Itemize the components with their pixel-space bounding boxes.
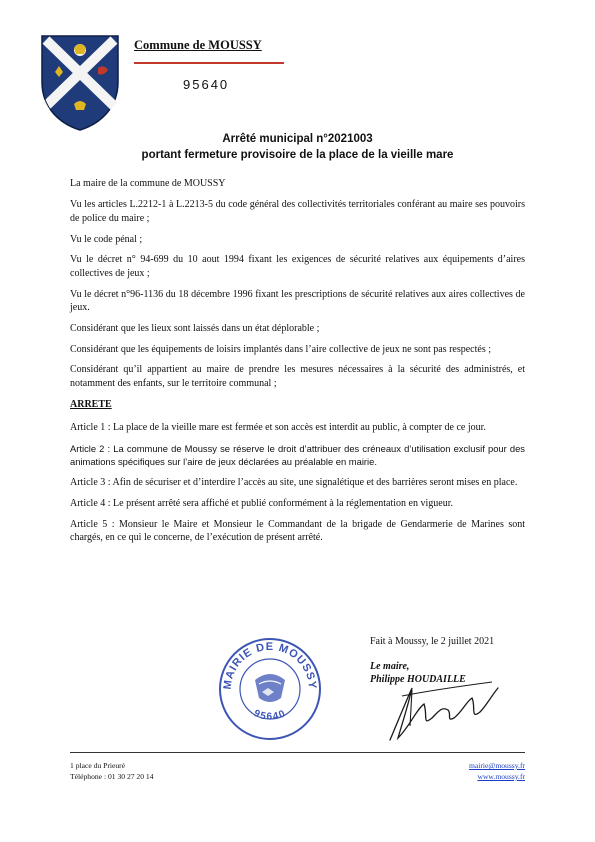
intro-line: La maire de la commune de MOUSSY xyxy=(70,178,226,189)
commune-crest-logo xyxy=(38,30,122,134)
arrete-title-line1: Arrêté municipal n°2021003 xyxy=(222,133,373,145)
arrete-body xyxy=(70,177,525,552)
mairie-stamp xyxy=(217,636,323,742)
visa-item: Vu le décret n°96-1136 du 18 décembre 1996 fixant les prescriptions de sécurité relatives aux aires collectives de jeux. xyxy=(70,288,525,314)
visa-item: Considérant que les lieux sont laissés dans un état déplorable ; xyxy=(70,322,320,334)
footer-website-link[interactable]: www.moussy.fr xyxy=(477,772,525,781)
footer-address: 1 place du Prieuré xyxy=(70,761,126,770)
place-date: Fait à Moussy, le 2 juillet 2021 xyxy=(370,636,495,647)
signatory-role: Le maire, xyxy=(370,661,410,672)
article-item: Article 5 : Monsieur le Maire et Monsieur le Commandant de la brigade de Gendarmerie de Marines sont chargés, en ce qui le concerne, de l’exécution de présent arrêté. xyxy=(70,518,525,544)
footer-divider xyxy=(70,752,525,753)
article-item: Article 4 : Le présent arrêté sera affiché et publié conformément à la réglementation en vigueur. xyxy=(70,497,453,509)
article-item: Article 3 : Afin de sécuriser et d’interdire l’accès au site, une signalétique et des barrières seront mises en place. xyxy=(70,477,518,489)
svg-text:95640 xyxy=(252,708,288,723)
commune-title: Commune de MOUSSY xyxy=(134,38,262,52)
visa-item: Vu le décret n° 94-699 du 10 aout 1994 fixant les exigences de sécurité relatives aux équipements d’aires collectives de jeux ; xyxy=(70,254,525,279)
footer-links xyxy=(469,760,525,782)
visa-item: Considérant qu’il appartient au maire de prendre les mesures nécessaires à la sécurité des administrés, et notamment des enfants, sur le territoire communal ; xyxy=(70,364,525,389)
stamp-text: MAIRIE DE MOUSSY xyxy=(221,640,319,691)
arrete-heading: ARRETE xyxy=(70,398,112,410)
footer-email-link[interactable]: mairie@moussy.fr xyxy=(468,761,525,770)
arrete-title-line2: portant fermeture provisoire de la place de la vieille mare xyxy=(141,149,454,161)
footer-contact xyxy=(70,760,154,782)
arrete-title xyxy=(70,131,525,163)
mayor-signature xyxy=(372,676,502,746)
visa-item: Vu les articles L.2212-1 à L.2213-5 du code général des collectivités territoriales conférant au maire ses pouvoirs de police du maire ; xyxy=(70,199,525,224)
signatory-name: Philippe HOUDAILLE xyxy=(370,674,466,685)
article-item: Article 2 : La commune de Moussy se réserve le droit d’attribuer des créneaux d’utilisation exclusif pour des animations spécifiques sur l’aire de jeux déclarées au préalable en mairie. xyxy=(70,442,525,468)
title-underline-rule xyxy=(134,62,284,64)
footer-phone: Téléphone : 01 30 27 20 14 xyxy=(70,772,154,781)
postal-code: 95640 xyxy=(183,77,230,92)
stamp-code: 95640 xyxy=(251,707,289,723)
article-item: Article 1 : La place de la vieille mare est fermée et son accès est interdit au public, à compter de ce jour. xyxy=(70,422,486,434)
visa-item: Vu le code pénal ; xyxy=(70,233,143,245)
visa-item: Considérant que les équipements de loisirs implantés dans l’aire collective de jeux ne sont pas respectés ; xyxy=(70,343,491,355)
